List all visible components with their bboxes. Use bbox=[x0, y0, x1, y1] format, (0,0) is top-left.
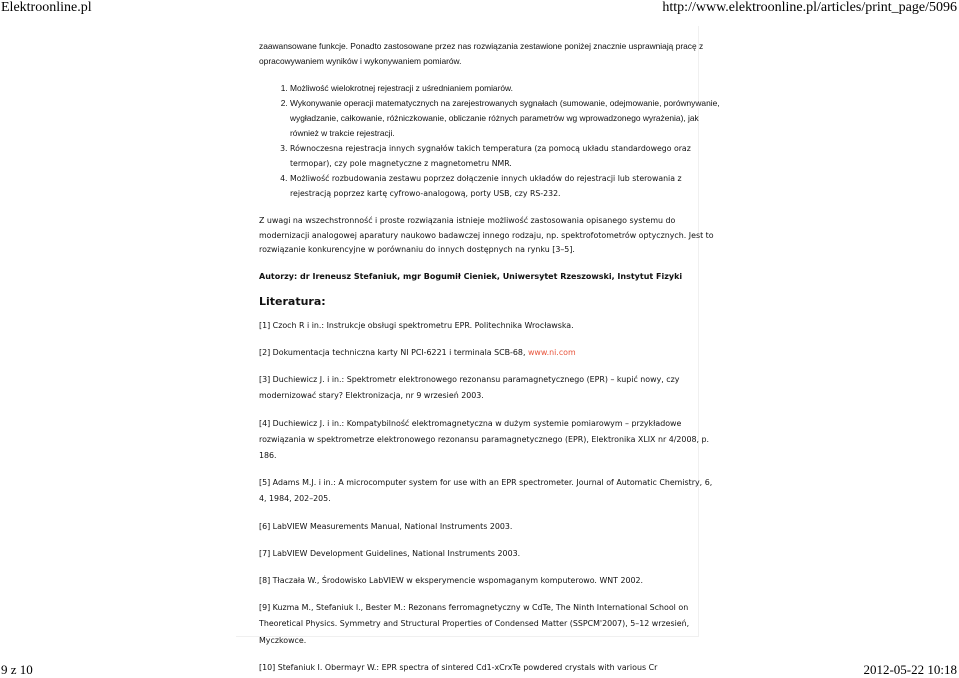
reference-text: [2] Dokumentacja techniczna karty NI PCI-6221 i terminala SCB-68, bbox=[259, 347, 528, 357]
reference-item: [5] Adams M.J. i in.: A microcomputer system for use with an EPR spectrometer. Journal of Automatic Chemistry, 6, 4, 1984, 202–205. bbox=[259, 478, 713, 504]
article-body bbox=[259, 39, 721, 676]
list-item: 1. Możliwość wielokrotnej rejestracji z uśrednianiem pomiarów. bbox=[290, 81, 721, 96]
reference-item: [10] Stefaniuk I. Obermayr W.: EPR spectra of sintered Cd1-xCrxTe powdered crystals with various Cr bbox=[259, 662, 658, 672]
print-header bbox=[0, 0, 959, 18]
reference-item: [9] Kuzma M., Stefaniuk I., Bester M.: Rezonans ferromagnetyczny w CdTe, The Ninth International School on Theoretical Physics. Symmetry and Structural Properties of Condensed Matter (SSPCM'2007), 5–12 wrzesień, Myczkowce. bbox=[259, 603, 690, 645]
page-number: 9 z 10 bbox=[1, 662, 33, 677]
reference-item: [4] Duchiewicz J. i in.: Kompatybilność elektromagnetyczna w dużym systemie pomiarowym – przykładowe rozwiązania w spektrometrze elektronowego rezonansu paramagnetycznego (EPR), Elektronika XLIX nr 4/2008, p. 186. bbox=[259, 418, 710, 460]
reference-item: [6] LabVIEW Measurements Manual, National Instruments 2003. bbox=[259, 521, 513, 531]
page-url: http://www.elektroonline.pl/articles/print_page/5096 bbox=[662, 0, 957, 15]
print-datetime: 2012-05-22 10:18 bbox=[863, 662, 957, 677]
list-item: 2. Wykonywanie operacji matematycznych na zarejestrowanych sygnałach (sumowanie, odejmowanie, porównywanie, wygładzanie, całkowanie, różniczkowanie, obliczanie różnych parametrów wg wprowadzonego wyrażenia), jak również w trakcie rejestracji. bbox=[290, 96, 721, 141]
list-item: 4. Możliwość rozbudowania zestawu poprzez dołączenie innych układów do rejestracji lub sterowania z rejestracją poprzez kartę cyfrowo-analogową, porty USB, czy RS-232. bbox=[290, 171, 721, 201]
reference-item: [7] LabVIEW Development Guidelines, National Instruments 2003. bbox=[259, 548, 521, 558]
reference-item: [8] Tłaczała W., Środowisko LabVIEW w eksperymencie wspomaganym komputerowo. WNT 2002. bbox=[259, 576, 644, 586]
reference-item: [1] Czoch R i in.: Instrukcje obsługi spektrometru EPR. Politechnika Wrocławska. bbox=[259, 320, 574, 330]
print-footer bbox=[0, 662, 959, 676]
site-name: Elektroonline.pl bbox=[1, 0, 92, 15]
article-page bbox=[236, 26, 720, 672]
list-item: 3. Równoczesna rejestracja innych sygnałów takich temperatura (za pomocą układu standardowego oraz termopar), czy pole magnetyczne z magnetometru NMR. bbox=[290, 141, 721, 171]
feature-list bbox=[259, 81, 721, 201]
literature-heading: Literatura: bbox=[259, 294, 326, 308]
reference-item bbox=[259, 345, 721, 361]
intro-paragraph: zaawansowane funkcje. Ponadto zastosowane przez nas rozwiązania zestawione poniżej znacznie usprawniają pracę z opracowywaniem wyników i wykonywaniem pomiarów. bbox=[259, 41, 704, 66]
reference-item: [3] Duchiewicz J. i in.: Spektrometr elektronowego rezonansu paramagnetycznego (EPR) – kupić nowy, czy modernizować stary? Elektronizacja, nr 9 wrzesień 2003. bbox=[259, 375, 680, 401]
summary-paragraph: Z uwagi na wszechstronność i proste rozwiązania istnieje możliwość zastosowania opisanego systemu do modernizacji analogowej aparatury naukowo badawczej innego rodzaju, np. spektrofotometrów optycznych. Jest to rozwiązanie konkurencyjne w porównaniu do innych dostępnych na rynku [3–5]. bbox=[259, 216, 714, 255]
ni-link[interactable]: www.ni.com bbox=[527, 347, 576, 357]
authors-line: Autorzy: dr Ireneusz Stefaniuk, mgr Bogumił Cieniek, Uniwersytet Rzeszowski, Instytut Fizyki bbox=[259, 271, 683, 281]
